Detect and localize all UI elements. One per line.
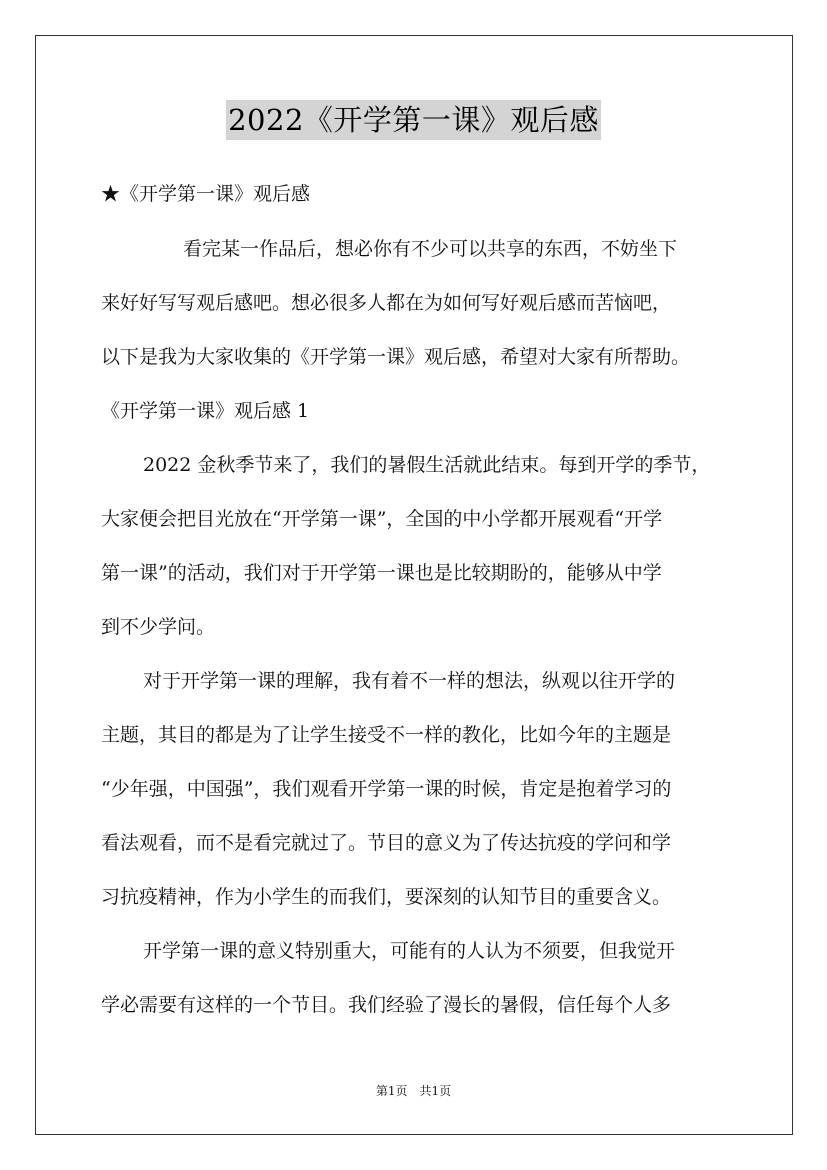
- paragraph-line: 第一课”的活动，我们对于开学第一课也是比较期盼的，能够从中学: [101, 562, 662, 584]
- paragraph-line: 看法观看，而不是看完就过了。节目的意义为了传达抗疫的学问和学: [101, 832, 672, 854]
- intro-line: 看完某一作品后，想必你有不少可以共享的东西，不妨坐下: [183, 238, 678, 260]
- subtitle-text: 《开学第一课》观后感: [120, 183, 311, 205]
- paragraph-line: 学必需要有这样的一个节目。我们经验了漫长的暑假，信任每个人多: [101, 994, 672, 1016]
- section-heading: 《开学第一课》观后感 1: [101, 400, 310, 422]
- paragraph-line: 习抗疫精神，作为小学生的而我们，要深刻的认知节目的重要含义。: [101, 886, 672, 908]
- paragraph-line: “少年强，中国强”，我们观看开学第一课的时候，肯定是抱着学习的: [101, 778, 672, 800]
- paragraph-line: 大家便会把目光放在“开学第一课”，全国的中小学都开展观看“开学: [101, 508, 663, 530]
- star-icon: ★: [101, 183, 121, 205]
- paragraph-line: 主题，其目的都是为了让学生接受不一样的教化，比如今年的主题是: [101, 724, 672, 746]
- paragraph-line: 对于开学第一课的理解，我有着不一样的想法，纵观以往开学的: [143, 670, 676, 692]
- paragraph-line: 开学第一课的意义特别重大，可能有的人认为不须要，但我觉开: [143, 940, 676, 962]
- subtitle-line: [101, 181, 310, 207]
- paragraph-line: 到不少学问。: [101, 616, 216, 638]
- intro-line: 以下是我为大家收集的《开学第一课》观后感，希望对大家有所帮助。: [101, 346, 691, 368]
- paragraph-line: 2022 金秋季节来了，我们的暑假生活就此结束。每到开学的季节，: [143, 454, 711, 476]
- page-footer: 第1页 共1页: [375, 1084, 452, 1098]
- intro-line: 来好好写写观后感吧。想必很多人都在为如何写好观后感而苦恼吧，: [101, 292, 672, 314]
- document-title: 2022《开学第一课》观后感: [226, 100, 601, 140]
- title-container: [0, 100, 827, 140]
